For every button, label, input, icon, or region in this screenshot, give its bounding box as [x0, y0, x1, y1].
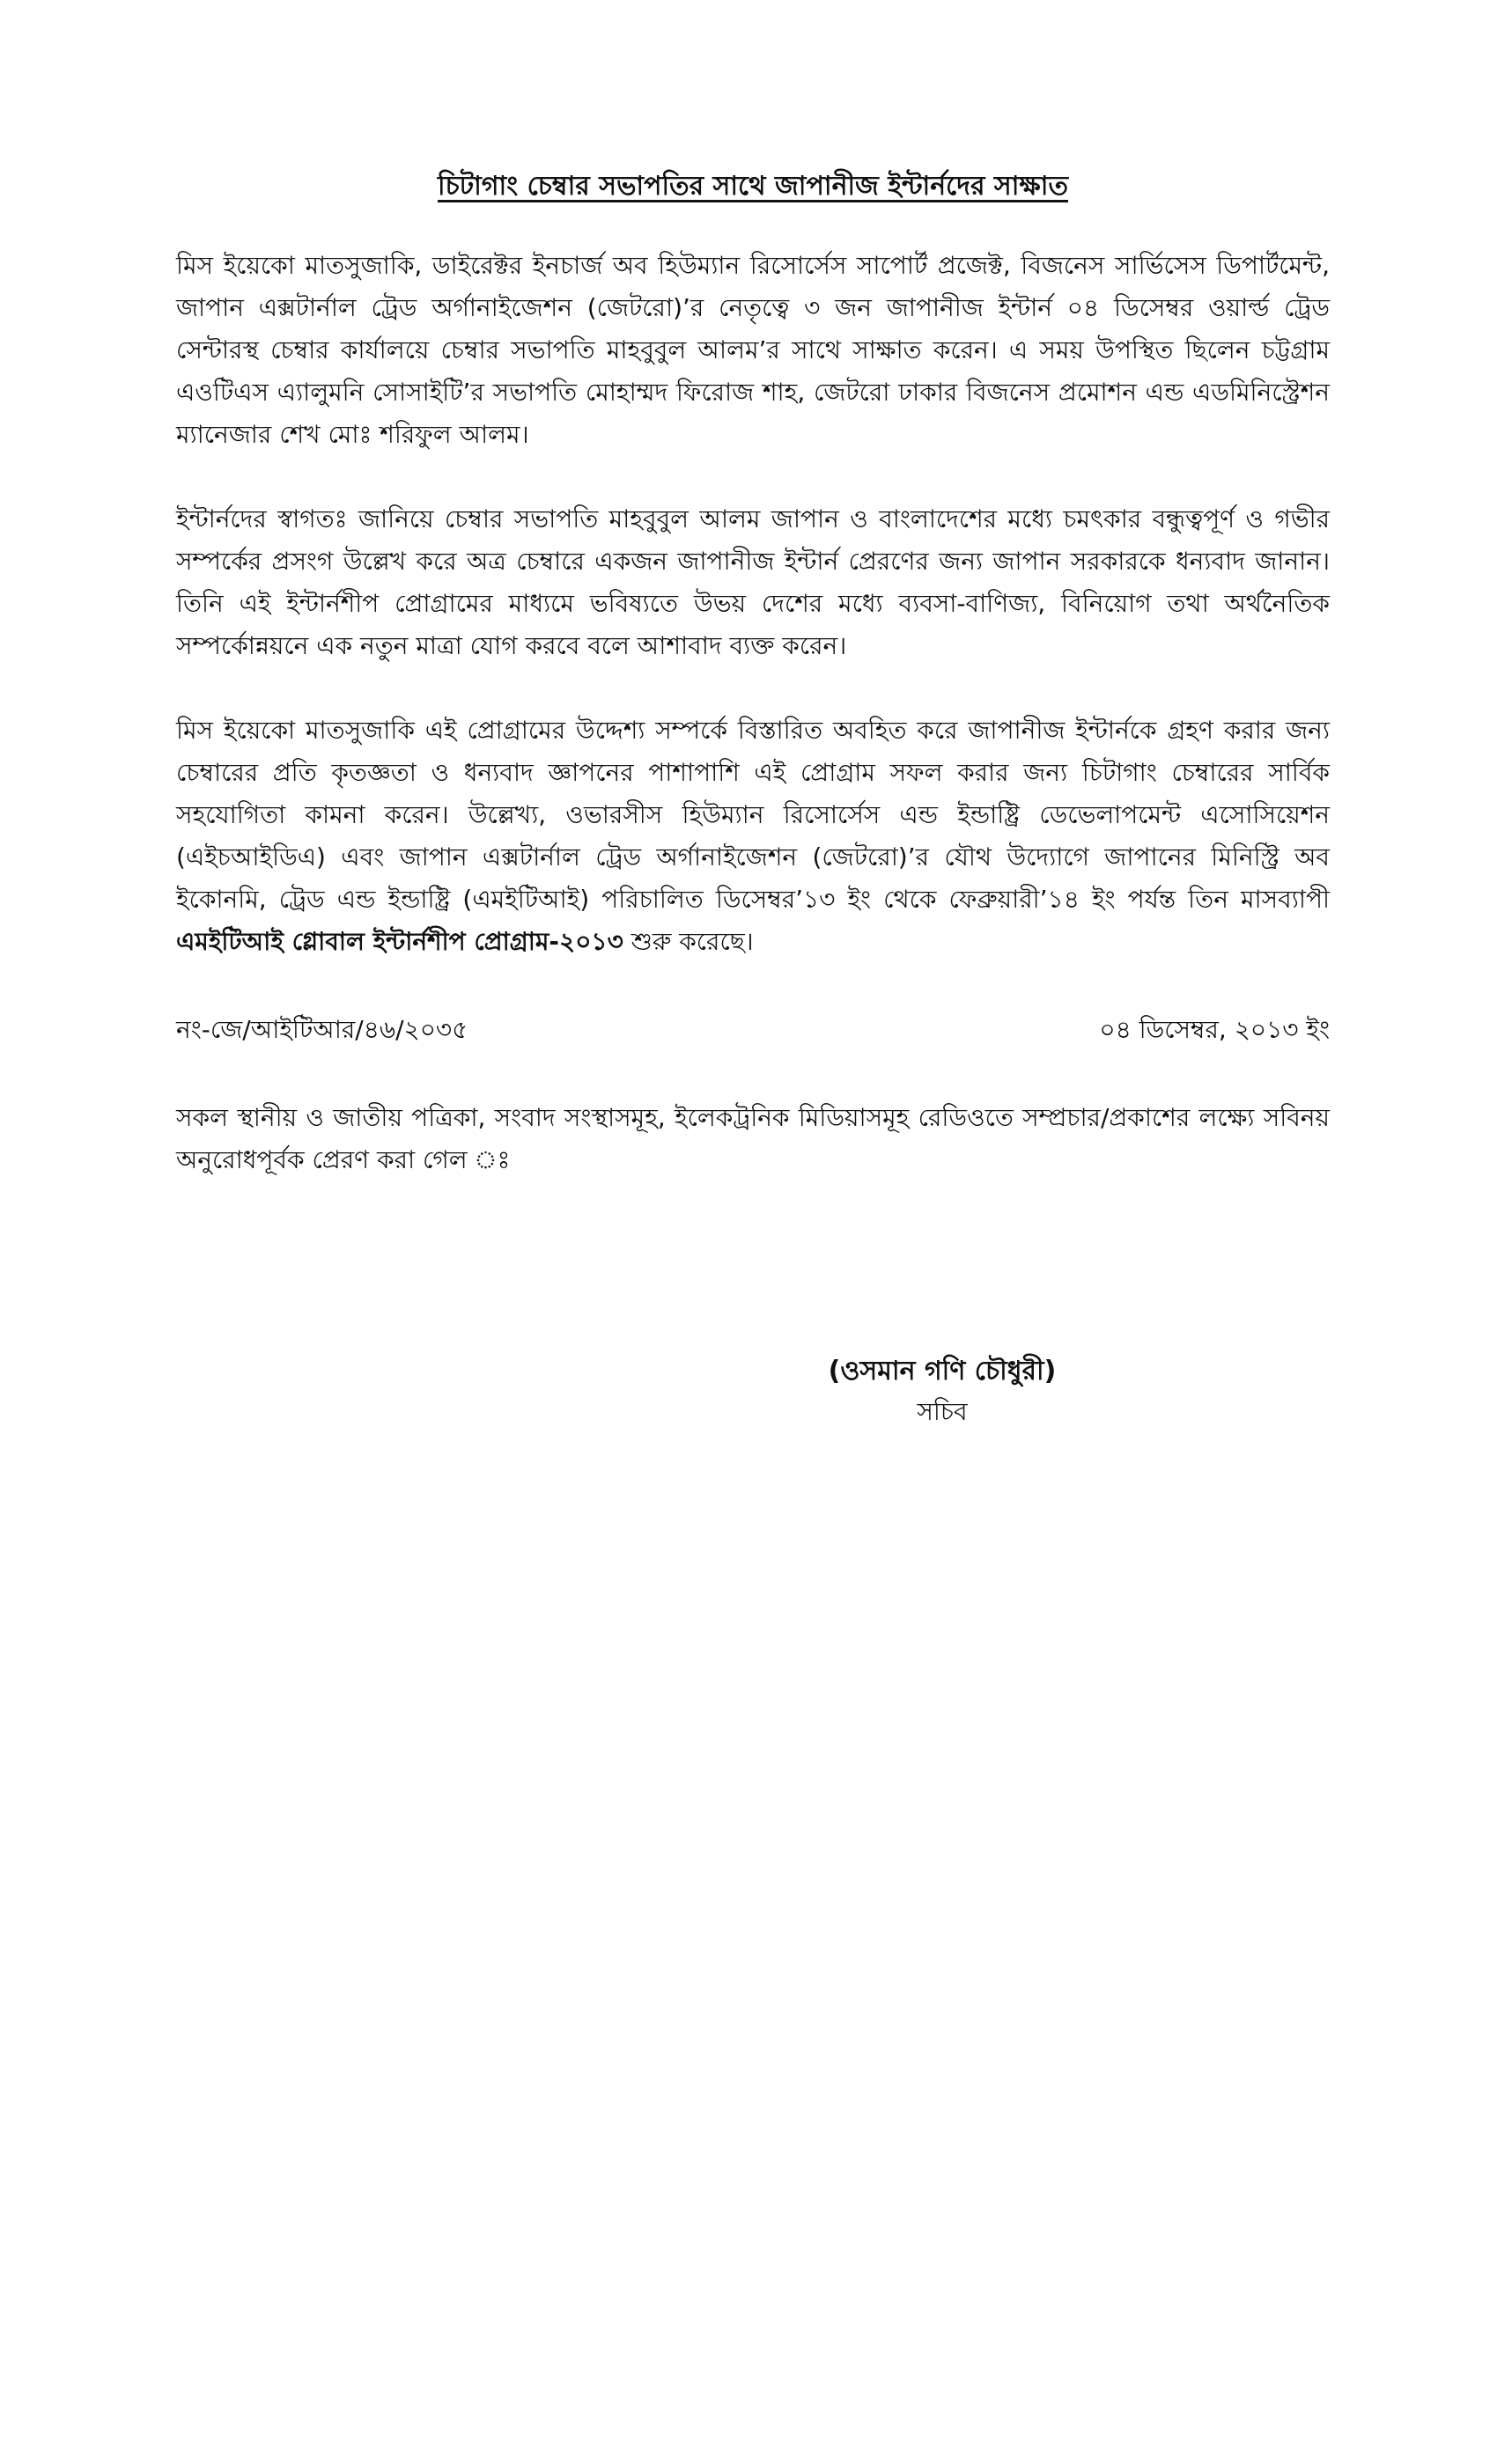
- document-title: চিটাগাং চেম্বার সভাপতির সাথে জাপানীজ ইন্টার্নদের সাক্ষাত: [438, 171, 1068, 202]
- paragraph-2: ইন্টার্নদের স্বাগতঃ জানিয়ে চেম্বার সভাপতি মাহবুবুল আলম জাপান ও বাংলাদেশের মধ্যে চমৎকার বন্ধুত্বপূর্ণ ও গভীর সম্পর্কের প্রসংগ উল্লেখ করে অত্র চেম্বারে একজন জাপানীজ ইন্টার্ন প্রেরণের জন্য জাপান সরকারকে ধন্যবাদ জানান। তিনি এই ইন্টার্নশীপ প্রোগ্রামের মাধ্যমে ভবিষ্যতে উভয় দেশের মধ্যে ব্যবসা-বাণিজ্য, বিনিয়োগ তথা অর্থনৈতিক সম্পর্কোন্নয়নে এক নতুন মাত্রা যোগ করবে বলে আশাবাদ ব্যক্ত করেন।: [176, 504, 1330, 660]
- paragraph-3-end: শুরু করেছে।: [623, 927, 754, 956]
- signatory-designation: সচিব: [917, 1397, 968, 1426]
- paragraph-3-text: মিস ইয়েকো মাতসুজাকি এই প্রোগ্রামের উদ্দেশ্য সম্পর্কে বিস্তারিত অবহিত করে জাপানীজ ইন্টার্নকে গ্রহণ করার জন্য চেম্বারের প্রতি কৃতজ্ঞতা ও ধন্যবাদ জ্ঞাপনের পাশাপাশি এই প্রোগ্রাম সফল করার জন্য চিটাগাং চেম্বারের সার্বিক সহযোগিতা কামনা করেন। উল্লেখ্য, ওভারসীস হিউম্যান রিসোর্সেস এন্ড ইন্ডাষ্ট্রি ডেভেলাপমেন্ট এসোসিয়েশন (এইচআইডিএ) এবং জাপান এক্সটার্নাল ট্রেড অর্গানাইজেশন (জেটরো)’র যৌথ উদ্যোগে জাপানের মিনিস্ট্রি অব ইকোনমি, ট্রেড এন্ড ইন্ডাষ্ট্রি (এমইটিআই) পরিচালিত ডিসেম্বর’১৩ ইং থেকে ফেব্রুয়ারী’১৪ ইং পর্যন্ত তিন মাসব্যাপী: [176, 716, 1330, 914]
- reference-date: ০৪ ডিসেম্বর, ২০১৩ ইং: [1099, 1015, 1330, 1044]
- paragraph-3: [176, 710, 1330, 963]
- program-name-bold: এমইটিআই গ্লোবাল ইন্টার্নশীপ প্রোগ্রাম-২০১৩: [176, 927, 623, 956]
- signature-block: [810, 1351, 1074, 1432]
- reference-number: নং-জে/আইটিআর/৪৬/২০৩৫: [176, 1015, 468, 1044]
- reference-row: [176, 1009, 1330, 1051]
- distribution-note: সকল স্থানীয় ও জাতীয় পত্রিকা, সংবাদ সংস্থাসমূহ, ইলেকট্রনিক মিডিয়াসমূহ রেডিওতে সম্প্রচার/প্রকাশের লক্ষ্যে সবিনয় অনুরোধপূর্বক প্রেরণ করা গেল ঃ: [176, 1103, 1330, 1174]
- paragraph-1: মিস ইয়েকো মাতসুজাকি, ডাইরেক্টর ইনচার্জ অব হিউম্যান রিসোর্সেস সাপোর্ট প্রজেক্ট, বিজনেস সার্ভিসেস ডিপার্টমেন্ট, জাপান এক্সটার্নাল ট্রেড অর্গানাইজেশন (জেটরো)’র নেতৃত্বে ৩ জন জাপানীজ ইন্টার্ন ০৪ ডিসেম্বর ওয়ার্ল্ড ট্রেড সেন্টারস্থ চেম্বার কার্যালয়ে চেম্বার সভাপতি মাহবুবুল আলম’র সাথে সাক্ষাত করেন। এ সময় উপস্থিত ছিলেন চট্টগ্রাম এওটিএস এ্যালুমনি সোসাইটি’র সভাপতি মোহাম্মদ ফিরোজ শাহ, জেটরো ঢাকার বিজনেস প্রমোশন এন্ড এডমিনিস্ট্রেশন ম্যানেজার শেখ মোঃ শরিফুল আলম।: [176, 251, 1330, 449]
- signatory-name: (ওসমান গণি চৌধুরী): [828, 1356, 1057, 1386]
- document-page: [176, 167, 1330, 1217]
